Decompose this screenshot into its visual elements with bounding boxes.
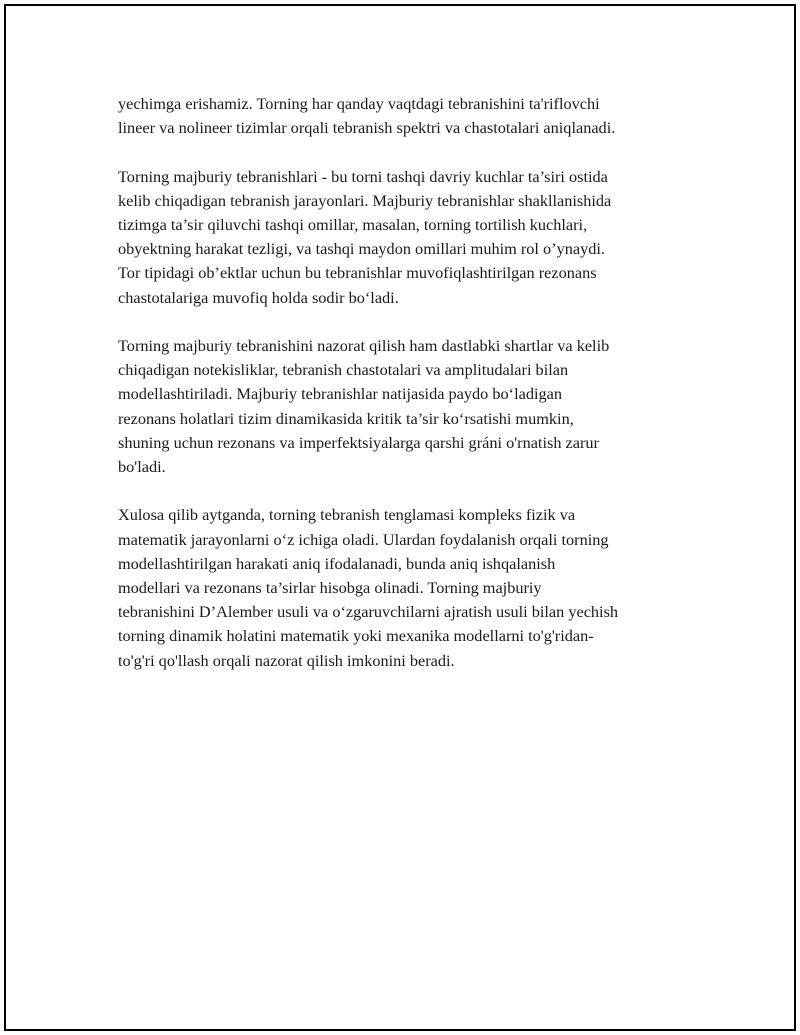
text-line: chiqadigan notekisliklar, tebranish chastotalari va amplitudalari bilan — [118, 360, 569, 380]
text-line: chastotalariga muvofiq holda sodir bo‘ladi. — [118, 287, 399, 307]
paragraph-4 — [118, 503, 690, 672]
paragraph-3 — [118, 334, 690, 479]
text-line: rezonans holatlari tizim dinamikasida kritik ta’sir ko‘rsatishi mumkin, — [118, 408, 574, 428]
text-line: modellashtiriladi. Majburiy tebranishlar natijasida paydo bo‘ladigan — [118, 384, 562, 404]
text-line: bo'ladi. — [118, 457, 166, 477]
text-line: modellashtirilgan harakati aniq ifodalanadi, bunda aniq ishqalanish — [118, 553, 556, 573]
document-body — [118, 92, 690, 697]
text-line: yechimga erishamiz. Torning har qanday vaqtdagi tebranishini ta'riflovchi — [118, 94, 600, 113]
text-line: Tor tipidagi ob’ektlar uchun bu tebranishlar muvofiqlashtirilgan rezonans — [118, 263, 597, 283]
text-line: tizimga ta’sir qiluvchi tashqi omillar, masalan, torning tortilish kuchlari, — [118, 215, 588, 234]
text-line: torning dinamik holatini matematik yoki mexanika modellarni to'g'ridan- — [118, 626, 594, 646]
text-line: modellari va rezonans ta’sirlar hisobga olinadi. Torning majburiy — [118, 578, 542, 598]
text-line: lineer va nolineer tizimlar orqali tebranish spektri va chastotalari aniqlanadi. — [118, 118, 616, 138]
paragraph-1 — [118, 92, 690, 140]
text-line: obyektning harakat tezligi, va tashqi maydon omillari muhim rol o’ynaydi. — [118, 239, 605, 259]
text-line: matematik jarayonlarni o‘z ichiga oladi. Ulardan foydalanish orqali torning — [118, 529, 609, 549]
text-line: to'g'ri qo'llash orqali nazorat qilish imkonini beradi. — [118, 650, 455, 670]
text-line: tebranishini D’Alember usuli va o‘zgaruvchilarni ajratish usuli bilan yechish — [118, 602, 619, 622]
text-line: shuning uchun rezonans va imperfektsiyalarga qarshi gráni o'rnatish zarur — [118, 432, 599, 452]
paragraph-2 — [118, 165, 690, 310]
text-line: Xulosa qilib aytganda, torning tebranish tenglamasi kompleks fizik va — [118, 505, 576, 525]
text-line: Torning majburiy tebranishlari - bu torni tashqi davriy kuchlar ta’siri ostida — [118, 166, 608, 186]
text-line: Torning majburiy tebranishini nazorat qilish ham dastlabki shartlar va kelib — [118, 336, 610, 355]
text-line: kelib chiqadigan tebranish jarayonlari. Majburiy tebranishlar shakllanishida — [118, 190, 612, 210]
